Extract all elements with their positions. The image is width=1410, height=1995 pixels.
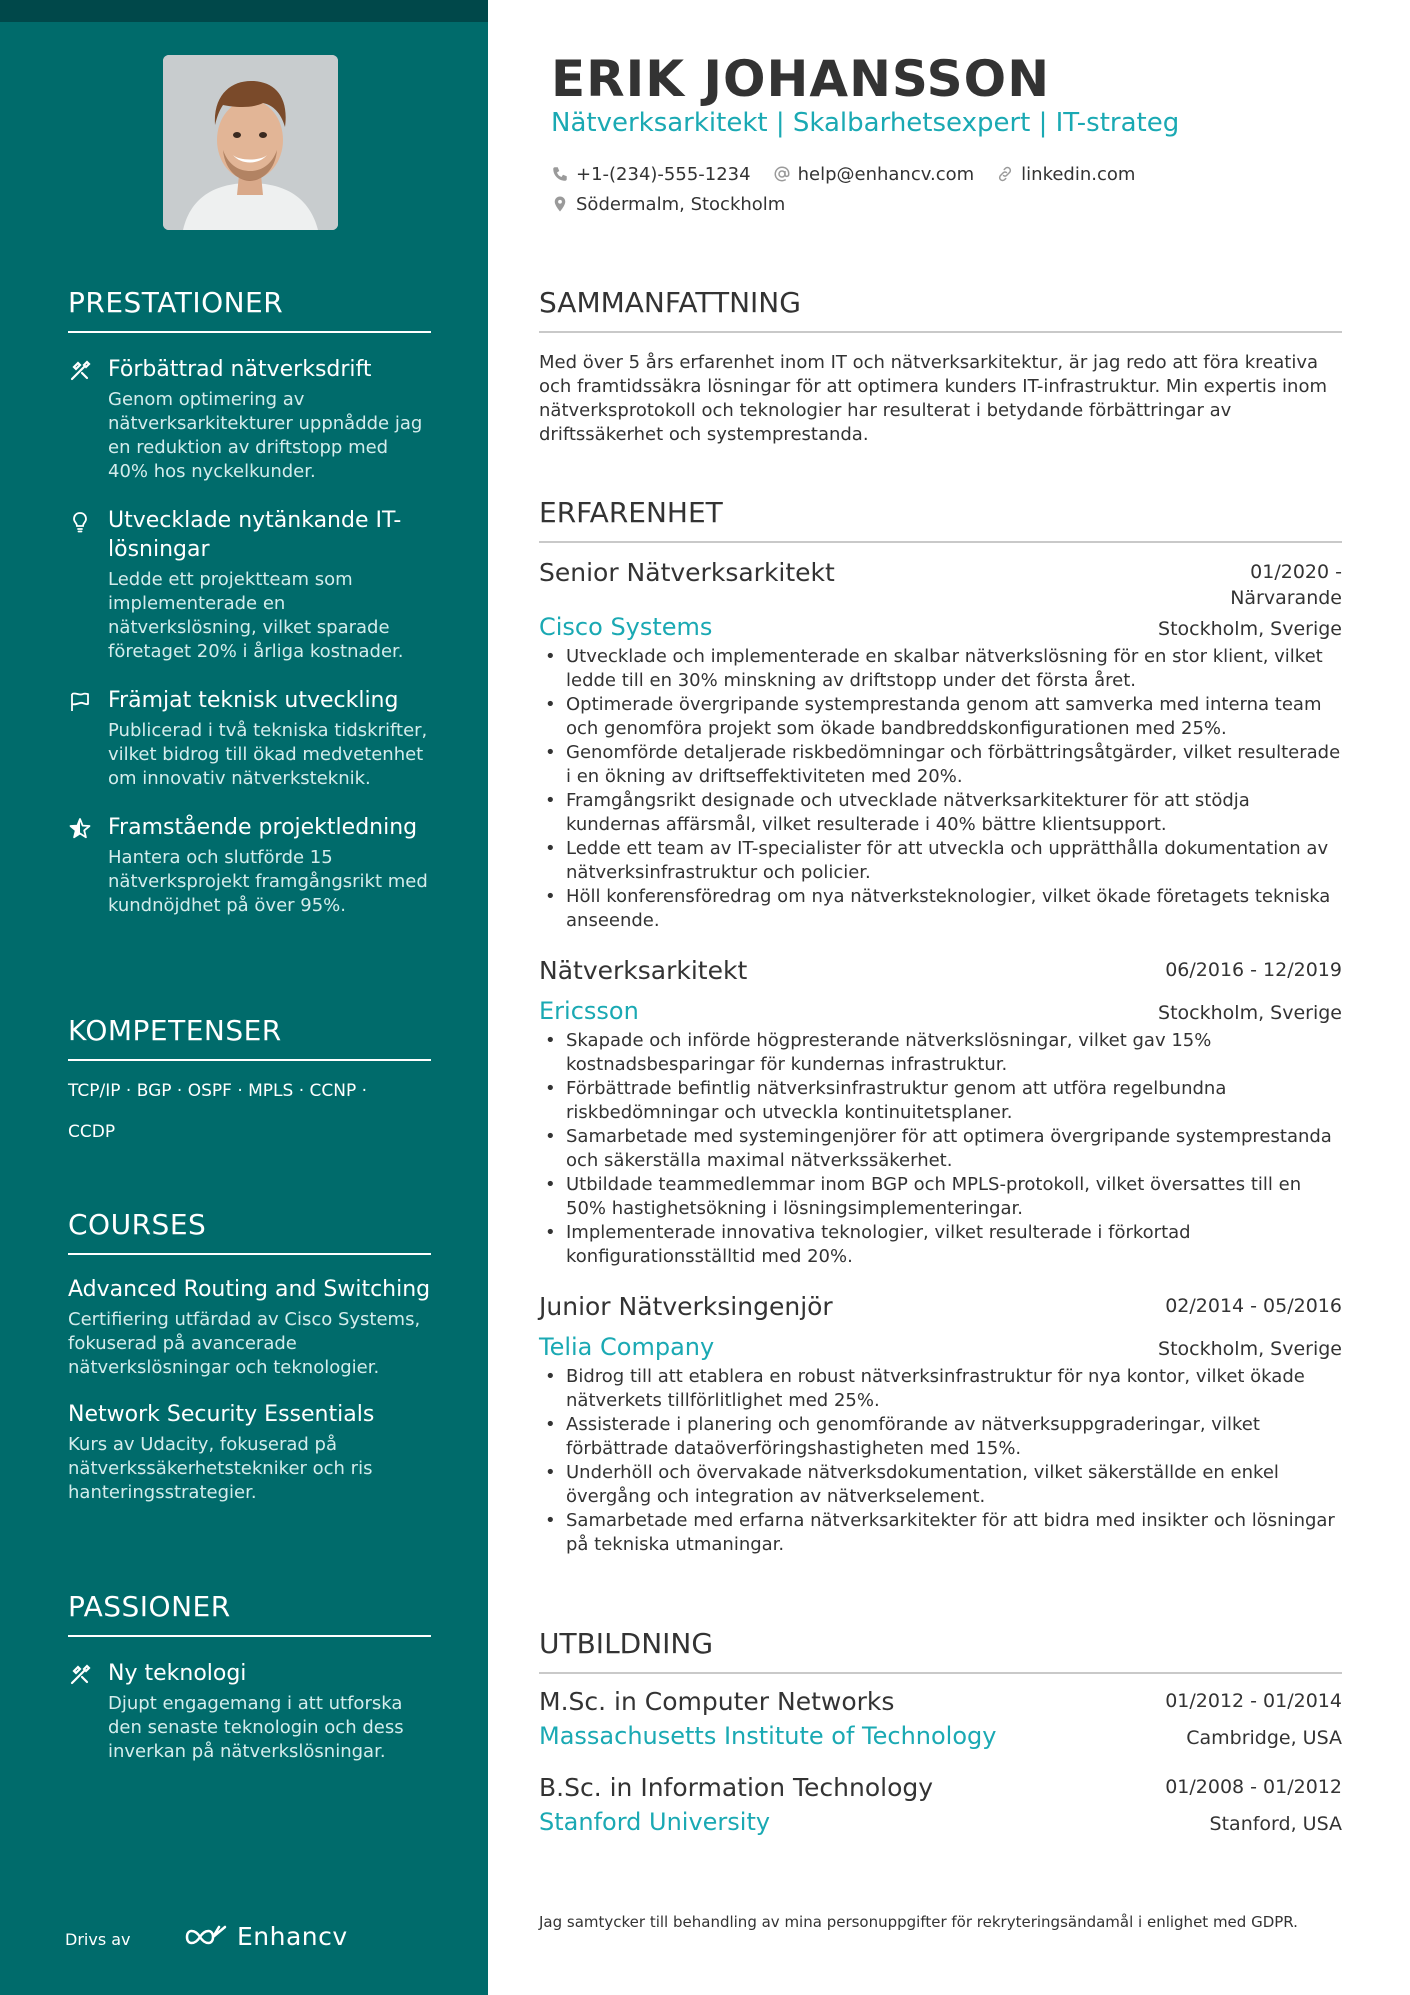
list-item: • Assisterade i planering och genomförande av nätverksuppgraderingar, vilket förbättrade dataöverföringshastigheten med 15%. <box>539 1413 1342 1461</box>
tools-icon <box>68 1663 92 1687</box>
candidate-name: ERIK JOHANSSON <box>551 50 1051 108</box>
job-bullets <box>539 645 1342 933</box>
degree-title: B.Sc. in Information Technology <box>539 1773 934 1802</box>
job-entry <box>539 557 1342 933</box>
email-text: help@enhancv.com <box>797 163 975 185</box>
flag-icon <box>68 690 92 714</box>
school-location: Cambridge, USA <box>1186 1727 1342 1749</box>
education-entry <box>539 1686 1342 1750</box>
company-name: Telia Company <box>539 1333 715 1361</box>
skills-line: TCP/IP · BGP · OSPF · MPLS · CCNP · <box>68 1081 368 1101</box>
tools-icon <box>68 359 92 383</box>
list-item: • Samarbetade med erfarna nätverksarkitekter för att bidra med insikter och lösningar på tekniska utmaningar. <box>539 1509 1342 1557</box>
job-bullets <box>539 1029 1342 1269</box>
profile-photo <box>163 55 338 230</box>
link-icon <box>996 165 1014 183</box>
achievement-title: Utvecklade nytänkande IT-lösningar <box>108 508 402 562</box>
education-dates: 01/2012 - 01/2014 <box>1165 1690 1342 1712</box>
passion-item <box>68 1659 431 1764</box>
contact-row <box>551 189 1331 219</box>
achievement-title: Framstående projektledning <box>108 815 418 840</box>
school-name: Stanford University <box>539 1808 771 1836</box>
achievement-title: Förbättrad nätverksdrift <box>108 357 372 382</box>
job-entry <box>539 955 1342 1269</box>
gdpr-consent: Jag samtycker till behandling av mina personuppgifter för rekryteringsändamål i enlighet med GDPR. <box>539 1913 1298 1931</box>
job-title: Junior Nätverksingenjör <box>539 1292 833 1321</box>
contact-info <box>551 159 1331 219</box>
summary-heading: SAMMANFATTNING <box>539 286 1342 333</box>
list-item: • Framgångsrikt designade och utvecklade nätverksarkitekturer för att stödja kundernas affärsmål, vilket resulterade i 40% bättre klientsupport. <box>539 789 1342 837</box>
achievement-item <box>68 813 431 918</box>
achievements-section <box>68 286 431 918</box>
location-text: Södermalm, Stockholm <box>576 193 786 215</box>
job-dates: 02/2014 - 05/2016 <box>1165 1295 1342 1317</box>
achievement-desc: Genom optimering av nätverksarkitekturer uppnådde jag en reduktion av driftstopp med 40% hos nyckelkunder. <box>108 389 423 482</box>
lightbulb-icon <box>68 510 92 534</box>
brand-name: Enhancv <box>237 1922 348 1951</box>
school-name: Massachusetts Institute of Technology <box>539 1722 997 1750</box>
job-title: Senior Nätverksarkitekt <box>539 558 835 587</box>
job-title: Nätverksarkitekt <box>539 956 748 985</box>
experience-section <box>539 496 1342 1557</box>
list-item: • Skapade och införde högpresterande nätverkslösningar, vilket gav 15% kostnadsbesparingar för kundernas infrastruktur. <box>539 1029 1342 1077</box>
skills-list <box>68 1071 431 1153</box>
contact-location <box>551 194 785 215</box>
avatar <box>163 55 338 230</box>
linkedin-text: linkedin.com <box>1021 163 1136 185</box>
contact-phone[interactable] <box>551 164 751 185</box>
contact-linkedin[interactable] <box>996 164 1135 185</box>
course-desc: Certifiering utfärdad av Cisco Systems, fokuserad på avancerade nätverkslösningar och teknologier. <box>68 1309 421 1378</box>
job-location: Stockholm, Sverige <box>1158 1002 1342 1024</box>
achievements-heading: PRESTATIONER <box>68 286 431 333</box>
list-item: • Genomförde detaljerade riskbedömningar och förbättringsåtgärder, vilket resulterade i en ökning av driftseffektiviteten med 20%. <box>539 741 1342 789</box>
achievement-item <box>68 355 431 484</box>
courses-section <box>68 1208 431 1505</box>
job-dates: 06/2016 - 12/2019 <box>1165 959 1342 981</box>
phone-icon <box>551 165 569 183</box>
passions-section <box>68 1590 431 1764</box>
candidate-tagline: Nätverksarkitekt | Skalbarhetsexpert | IT-strateg <box>551 108 1180 138</box>
passion-title: Ny teknologi <box>108 1661 247 1686</box>
skills-heading: KOMPETENSER <box>68 1014 431 1061</box>
achievement-title: Främjat teknisk utveckling <box>108 688 399 713</box>
contact-email[interactable] <box>773 164 975 185</box>
course-title: Advanced Routing and Switching <box>68 1277 431 1302</box>
passion-desc: Djupt engagemang i att utforska den senaste teknologin och dess inverkan på nätverkslösningar. <box>108 1693 404 1762</box>
achievement-desc: Ledde ett projektteam som implementerade en nätverkslösning, vilket sparade företaget 20% i årliga kostnader. <box>108 569 404 662</box>
at-icon <box>773 165 791 183</box>
education-dates: 01/2008 - 01/2012 <box>1165 1776 1342 1798</box>
course-item <box>68 1400 431 1505</box>
job-location: Stockholm, Sverige <box>1158 618 1342 640</box>
achievement-desc: Hantera och slutförde 15 nätverksprojekt framgångsrikt med kundnöjdhet på över 95%. <box>108 847 428 916</box>
courses-heading: COURSES <box>68 1208 431 1255</box>
list-item: • Bidrog till att etablera en robust nätverksinfrastruktur för nya kontor, vilket ökade nätverkets tillförlitlighet med 25%. <box>539 1365 1342 1413</box>
course-item <box>68 1275 431 1380</box>
list-item: • Höll konferensföredrag om nya nätverksteknologier, vilket ökade företagets tekniska anseende. <box>539 885 1342 933</box>
achievement-item <box>68 506 431 664</box>
list-item: • Utvecklade och implementerade en skalbar nätverkslösning för en stor klient, vilket ledde till en 30% minskning av driftstopp under det första året. <box>539 645 1342 693</box>
list-item: • Implementerade innovativa teknologier, vilket resulterade i förkortad konfigurationsställtid med 20%. <box>539 1221 1342 1269</box>
company-name: Cisco Systems <box>539 613 713 641</box>
education-section <box>539 1627 1342 1836</box>
education-entry <box>539 1772 1342 1836</box>
job-bullets <box>539 1365 1342 1557</box>
phone-text: +1-(234)-555-1234 <box>576 163 751 185</box>
school-location: Stanford, USA <box>1209 1813 1342 1835</box>
list-item: • Optimerade övergripande systemprestanda genom att samverka med interna team och genomföra projekt som ökade bandbreddskonfigurationen med 25%. <box>539 693 1342 741</box>
list-item: • Utbildade teammedlemmar inom BGP och MPLS-protokoll, vilket översattes till en 50% hastighetsökning i lösningsimplementeringar. <box>539 1173 1342 1221</box>
powered-by-label: Drivs av <box>65 1930 131 1949</box>
experience-heading: ERFARENHET <box>539 496 1342 543</box>
summary-text: Med över 5 års erfarenhet inom IT och nätverksarkitektur, är jag redo att föra kreativa och framtidssäkra lösningar för att optimera kunders IT-infrastruktur. Min expertis inom nätverksprotokoll och teknologier har resulterat i betydande förbättringar av driftssäkerhet och systemprestanda. <box>539 352 1327 445</box>
contact-row <box>551 159 1331 189</box>
passions-heading: PASSIONER <box>68 1590 431 1637</box>
job-entry <box>539 1291 1342 1557</box>
location-pin-icon <box>551 195 569 213</box>
job-dates: 01/2020 - Närvarande <box>1230 561 1342 609</box>
achievement-item <box>68 686 431 791</box>
company-name: Ericsson <box>539 997 639 1025</box>
education-heading: UTBILDNING <box>539 1627 1342 1674</box>
brand-logo[interactable] <box>183 1922 348 1951</box>
job-location: Stockholm, Sverige <box>1158 1338 1342 1360</box>
sidebar <box>0 0 488 1995</box>
course-desc: Kurs av Udacity, fokuserad på nätverkssäkerhetstekniker och ris hanteringsstrategier. <box>68 1434 373 1503</box>
sidebar-top-bar <box>0 0 488 22</box>
achievement-desc: Publicerad i två tekniska tidskrifter, vilket bidrog till ökad medvetenhet om innovativ nätverksteknik. <box>108 720 428 789</box>
list-item: • Förbättrade befintlig nätverksinfrastruktur genom att utföra regelbundna riskbedömningar och utveckla kontinuitetsplaner. <box>539 1077 1342 1125</box>
star-icon <box>68 817 92 841</box>
summary-section <box>539 286 1342 447</box>
list-item: • Underhöll och övervakade nätverksdokumentation, vilket säkerställde en enkel övergång och integration av nätverkselement. <box>539 1461 1342 1509</box>
list-item: • Ledde ett team av IT-specialister för att utveckla och upprätthålla dokumentation av nätverksinfrastruktur och policier. <box>539 837 1342 885</box>
course-title: Network Security Essentials <box>68 1402 375 1427</box>
enhancv-logo-icon <box>183 1924 229 1950</box>
skills-line: CCDP <box>68 1122 116 1142</box>
degree-title: M.Sc. in Computer Networks <box>539 1687 895 1716</box>
list-item: • Samarbetade med systemingenjörer för att optimera övergripande systemprestanda och säkerställa maximal nätverkssäkerhet. <box>539 1125 1342 1173</box>
skills-section <box>68 1014 431 1153</box>
